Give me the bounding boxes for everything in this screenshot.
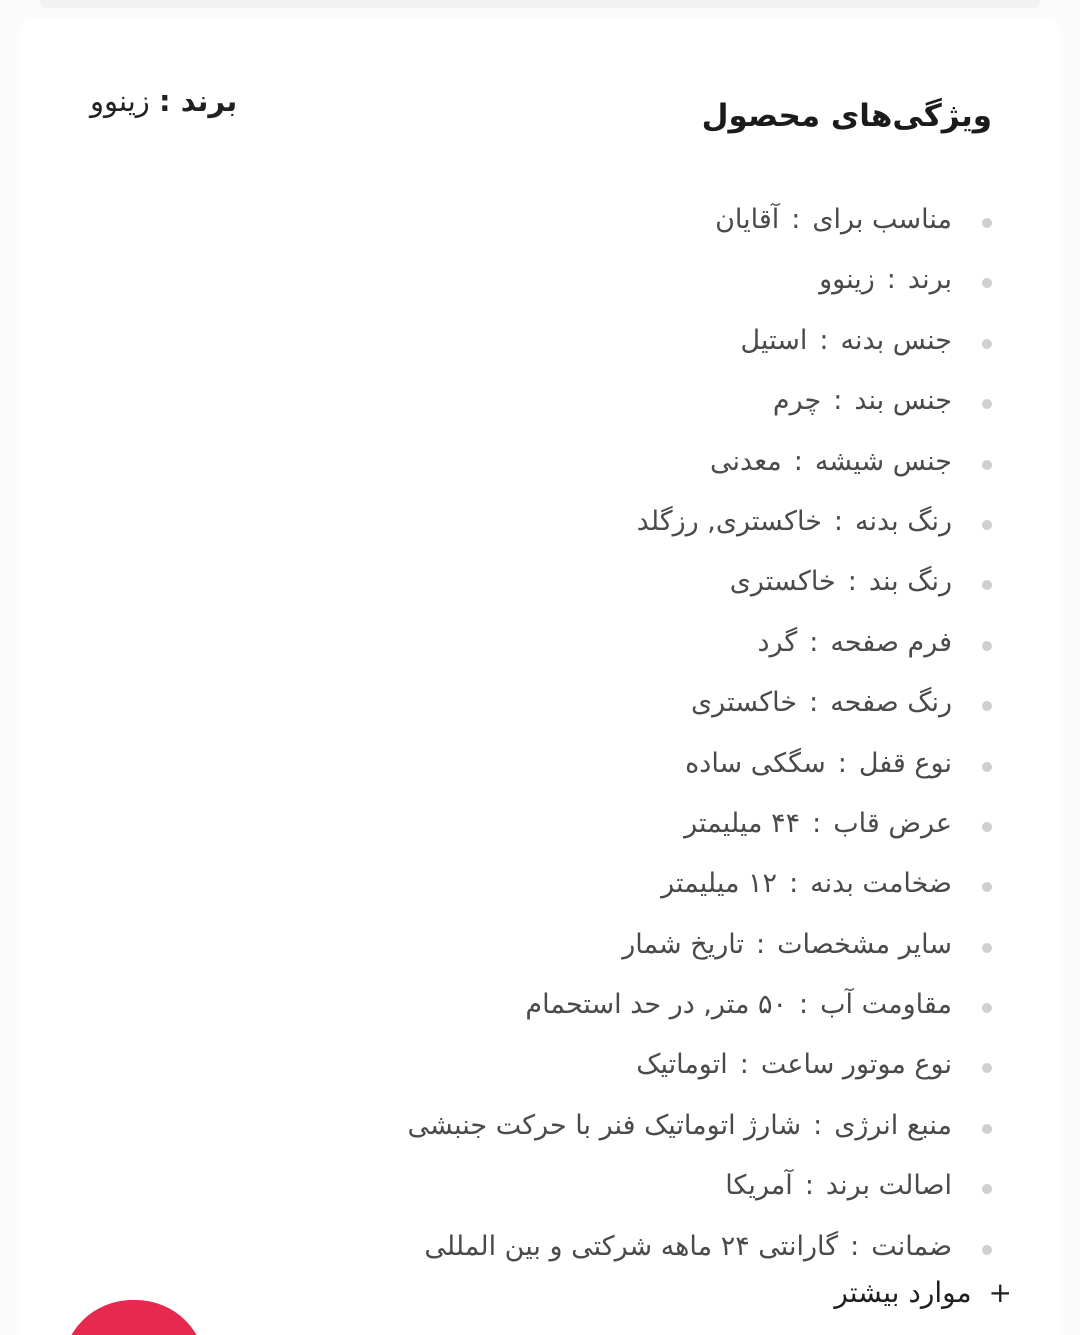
feature-value: خاکستری: [691, 687, 798, 719]
feature-separator: :: [809, 626, 819, 658]
feature-value: زینوو: [819, 264, 875, 296]
feature-item: [408, 915, 992, 975]
feature-item: [408, 190, 992, 250]
feature-label: جنس شیشه: [814, 445, 952, 477]
feature-item: [408, 492, 992, 552]
feature-separator: :: [793, 445, 803, 477]
feature-separator: :: [739, 1049, 749, 1081]
feature-separator: :: [813, 1109, 823, 1141]
feature-label: فرم صفحه: [830, 626, 952, 658]
feature-value: ۱۲ میلیمتر: [661, 868, 778, 900]
product-features-card: [20, 18, 1060, 1335]
feature-item: [408, 1217, 992, 1277]
bullet-icon: [982, 339, 992, 349]
feature-item: [408, 975, 992, 1035]
feature-label: رنگ بدنه: [855, 505, 952, 537]
feature-value: ۵۰ متر, در حد استحمام: [525, 989, 788, 1021]
feature-item: [408, 613, 992, 673]
feature-separator: :: [756, 928, 766, 960]
feature-label: جنس بدنه: [840, 324, 952, 356]
bullet-icon: [982, 641, 992, 651]
feature-item: [408, 854, 992, 914]
feature-item: [408, 794, 992, 854]
bullet-icon: [982, 580, 992, 590]
feature-item: [408, 250, 992, 310]
feature-value: استیل: [740, 324, 808, 356]
brand-info-value: زینوو: [90, 84, 150, 118]
feature-label: عرض قاب: [833, 807, 952, 839]
feature-value: آقایان: [715, 204, 780, 235]
feature-separator: :: [799, 989, 809, 1021]
bullet-icon: [982, 762, 992, 772]
feature-separator: :: [847, 566, 857, 598]
brand-info: [90, 84, 237, 118]
feature-separator: :: [850, 1230, 860, 1262]
section-title: ویژگی‌های محصول: [701, 98, 992, 134]
bullet-icon: [982, 520, 992, 530]
feature-value: گرد: [757, 626, 798, 658]
bullet-icon: [982, 218, 992, 228]
feature-separator: :: [791, 204, 801, 235]
feature-label: رنگ بند: [868, 566, 952, 598]
feature-separator: :: [819, 324, 829, 356]
bullet-icon: [982, 701, 992, 711]
feature-value: تاریخ شمار: [622, 928, 744, 960]
bullet-icon: [982, 1184, 992, 1194]
feature-separator: :: [804, 1170, 814, 1202]
feature-label: رنگ صفحه: [830, 687, 952, 719]
feature-value: معدنی: [710, 445, 782, 477]
feature-value: خاکستری: [729, 566, 836, 598]
bullet-icon: [982, 399, 992, 409]
feature-list: [408, 190, 992, 1277]
feature-label: نوع موتور ساعت: [760, 1049, 952, 1081]
feature-value: چرم: [772, 385, 822, 417]
feature-separator: :: [812, 807, 822, 839]
feature-item: [408, 371, 992, 431]
feature-label: سایر مشخصات: [777, 928, 952, 960]
show-more-label: موارد بیشتر: [834, 1276, 972, 1309]
feature-label: برند: [907, 264, 952, 296]
feature-item: [408, 552, 992, 612]
feature-item: [408, 311, 992, 371]
feature-item: [408, 673, 992, 733]
feature-value: ۴۴ میلیمتر: [684, 807, 801, 839]
bullet-icon: [982, 460, 992, 470]
feature-item: [408, 432, 992, 492]
bullet-icon: [982, 1124, 992, 1134]
feature-label: ضخامت بدنه: [810, 868, 952, 900]
feature-separator: :: [809, 687, 819, 719]
feature-label: مقاومت آب: [820, 989, 952, 1021]
feature-item: [408, 1096, 992, 1156]
top-card-edge: [40, 0, 1040, 8]
feature-label: ضمانت: [871, 1230, 952, 1262]
bullet-icon: [982, 882, 992, 892]
feature-value: آمریکا: [725, 1170, 793, 1202]
feature-label: مناسب برای: [812, 204, 952, 235]
bullet-icon: [982, 822, 992, 832]
feature-label: نوع قفل: [858, 747, 952, 779]
feature-separator: :: [833, 505, 844, 537]
feature-item: [408, 734, 992, 794]
feature-value: سگکی ساده: [685, 747, 826, 779]
bullet-icon: [982, 1003, 992, 1013]
feature-separator: :: [837, 747, 847, 779]
bullet-icon: [982, 943, 992, 953]
plus-icon: +: [988, 1276, 1012, 1309]
feature-value: شارژ اتوماتیک فنر با حرکت جنبشی: [407, 1109, 802, 1141]
feature-item: [408, 1156, 992, 1216]
bullet-icon: [982, 1063, 992, 1073]
feature-label: اصالت برند: [825, 1170, 952, 1202]
feature-value: خاکستری, رزگلد: [636, 505, 822, 537]
feature-separator: :: [886, 264, 896, 296]
feature-separator: :: [833, 385, 843, 417]
feature-item: [408, 1035, 992, 1095]
feature-value: گارانتی ۲۴ ماهه شرکتی و بین المللی: [424, 1230, 839, 1262]
bullet-icon: [982, 278, 992, 288]
show-more-button[interactable]: [834, 1276, 1012, 1309]
feature-label: منبع انرژی: [834, 1109, 952, 1141]
bullet-icon: [982, 1245, 992, 1255]
feature-label: جنس بند: [854, 385, 952, 417]
feature-value: اتوماتیک: [636, 1049, 728, 1081]
brand-info-label: برند :: [159, 84, 238, 118]
feature-separator: :: [789, 868, 799, 900]
